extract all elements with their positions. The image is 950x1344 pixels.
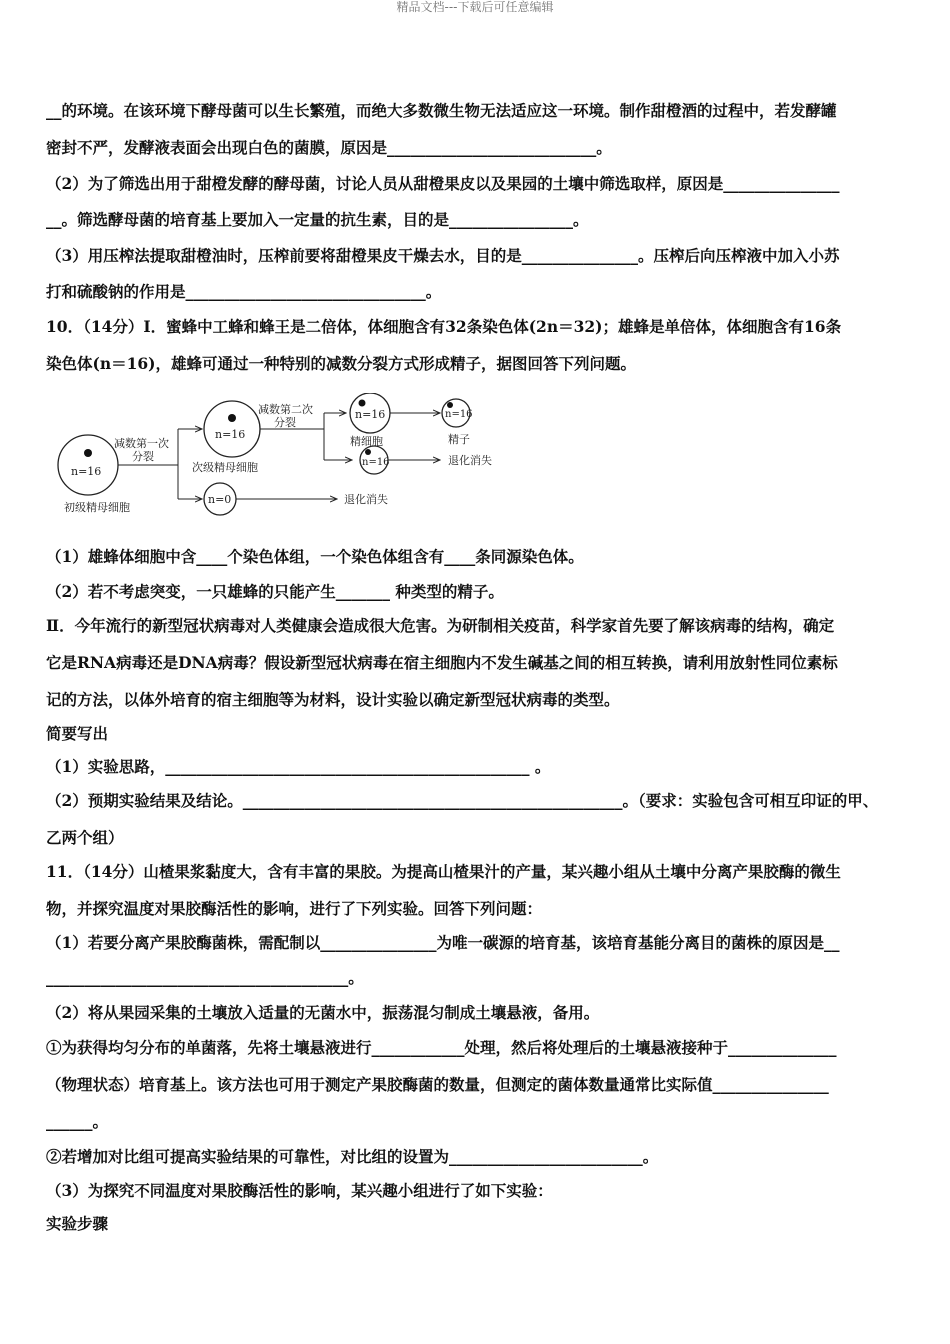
nucleus-dot (84, 449, 92, 457)
text-line: 记的方法，以体外培育的宿主细胞等为材料，设计实验以确定新型冠状病毒的类型。 (46, 690, 620, 709)
text-line: Ⅱ．今年流行的新型冠状病毒对人类健康会造成很大危害。为研制相关疫苗，科学家首先要了解该病毒的结构，确定 (46, 616, 835, 635)
secondary-cell-caption: 次级精母细胞 (192, 461, 258, 474)
primary-cell-caption: 初级精母细胞 (64, 501, 130, 514)
page-header: 精品文档---下载后可任意编辑 (396, 0, 554, 14)
sperm-cell-label: n=16 (445, 409, 473, 420)
meiosis-2-label: 减数第二次 (258, 403, 313, 416)
nucleus-dot (359, 400, 366, 407)
meiosis-diagram (52, 393, 522, 523)
text-line: ______。 (46, 1112, 109, 1131)
text-line: （2）为了筛选出用于甜橙发酵的酵母菌，讨论人员从甜橙果皮以及果园的土壤中筛选取样，原因是_______________ (46, 174, 840, 193)
spermatid-caption: 精细胞 (350, 435, 383, 448)
degenerate-label: 退化消失 (448, 454, 492, 467)
text-line: 简要写出 (46, 724, 109, 743)
meiosis-1-label: 减数第一次 (114, 437, 169, 450)
text-line: （2）将从果园采集的土壤放入适量的无菌水中，振荡混匀制成土壤悬液，备用。 (46, 1003, 600, 1022)
spermatid-cell-label: n=16 (355, 408, 386, 421)
meiosis-2-label: 分裂 (274, 416, 296, 429)
text-line: （3）为探究不同温度对果胶酶活性的影响，某兴趣小组进行了如下实验： (46, 1181, 553, 1200)
text-line: （物理状态）培育基上。该方法也可用于测定产果胶酶菌的数量，但测定的菌体数量通常比实际值_______________ (46, 1075, 829, 1094)
nucleus-dot (447, 402, 453, 408)
meiosis-1-label: 分裂 (132, 450, 154, 463)
text-line: 乙两个组） (46, 828, 124, 847)
text-line: （2）若不考虑突变，一只雄蜂的只能产生_______ 种类型的精子。 (46, 582, 504, 601)
text-line: （1）雄蜂体细胞中含____个染色体组，一个染色体组含有____条同源染色体。 (46, 547, 584, 566)
text-line: （1）若要分离产果胶酶菌株，需配制以_______________为唯一碳源的培育基，该培育基能分离目的菌株的原因是__ (46, 933, 840, 952)
text-line: （3）用压榨法提取甜橙油时，压榨前要将甜橙果皮干燥去水，目的是_______________。压榨后向压榨液中加入小苏 (46, 246, 840, 265)
text-line: __的环境。在该环境下酵母菌可以生长繁殖，而绝大多数微生物无法适应这一环境。制作甜橙酒的过程中，若发酵罐 (46, 101, 837, 120)
sperm-caption: 精子 (448, 433, 470, 446)
text-line: 实验步骤 (46, 1214, 109, 1233)
zero-cell-label: n=0 (208, 493, 232, 506)
text-line: __。筛选酵母菌的培育基上要加入一定量的抗生素，目的是________________。 (46, 210, 589, 229)
degenerate-label: 退化消失 (344, 493, 388, 506)
small-cell-label: n=16 (362, 457, 390, 468)
text-line: ②若增加对比组可提高实验结果的可靠性，对比组的设置为_________________________。 (46, 1147, 659, 1166)
question-11-heading: 11．（14分）山楂果浆黏度大，含有丰富的果胶。为提高山楂果汁的产量，某兴趣小组从土壤中分离产果胶酶的微生 (46, 862, 841, 881)
text-line: （2）预期实验结果及结论。_________________________________________________。（要求：实验包含可相互印证的甲、 (46, 791, 879, 810)
nucleus-dot (365, 449, 371, 455)
text-line: ①为获得均匀分布的单菌落，先将土壤悬液进行____________处理，然后将处理后的土壤悬液接种于______________ (46, 1038, 837, 1057)
question-10-heading: 10．（14分）Ⅰ．蜜蜂中工蜂和蜂王是二倍体，体细胞含有32条染色体(2n＝32)；雄蜂是单倍体，体细胞含有16条 (46, 317, 842, 336)
text-line: （1）实验思路，_______________________________________________ 。 (46, 757, 551, 776)
secondary-cell-label: n=16 (215, 428, 246, 441)
text-line: 它是RNA病毒还是DNA病毒？假设新型冠状病毒在宿主细胞内不发生碱基之间的相互转换，请利用放射性同位素标 (46, 653, 838, 672)
text-line: 染色体(n＝16)，雄蜂可通过一种特别的减数分裂方式形成精子，据图回答下列问题。 (46, 354, 637, 373)
primary-cell-label: n=16 (71, 465, 102, 478)
text-line: 密封不严，发酵液表面会出现白色的菌膜，原因是___________________________。 (46, 138, 612, 157)
text-line: 物，并探究温度对果胶酶活性的影响，进行了下列实验。回答下列问题： (46, 899, 543, 918)
nucleus-dot (228, 414, 236, 422)
text-line: 打和硫酸钠的作用是_______________________________。 (46, 282, 442, 301)
text-line: _______________________________________。 (46, 968, 364, 987)
